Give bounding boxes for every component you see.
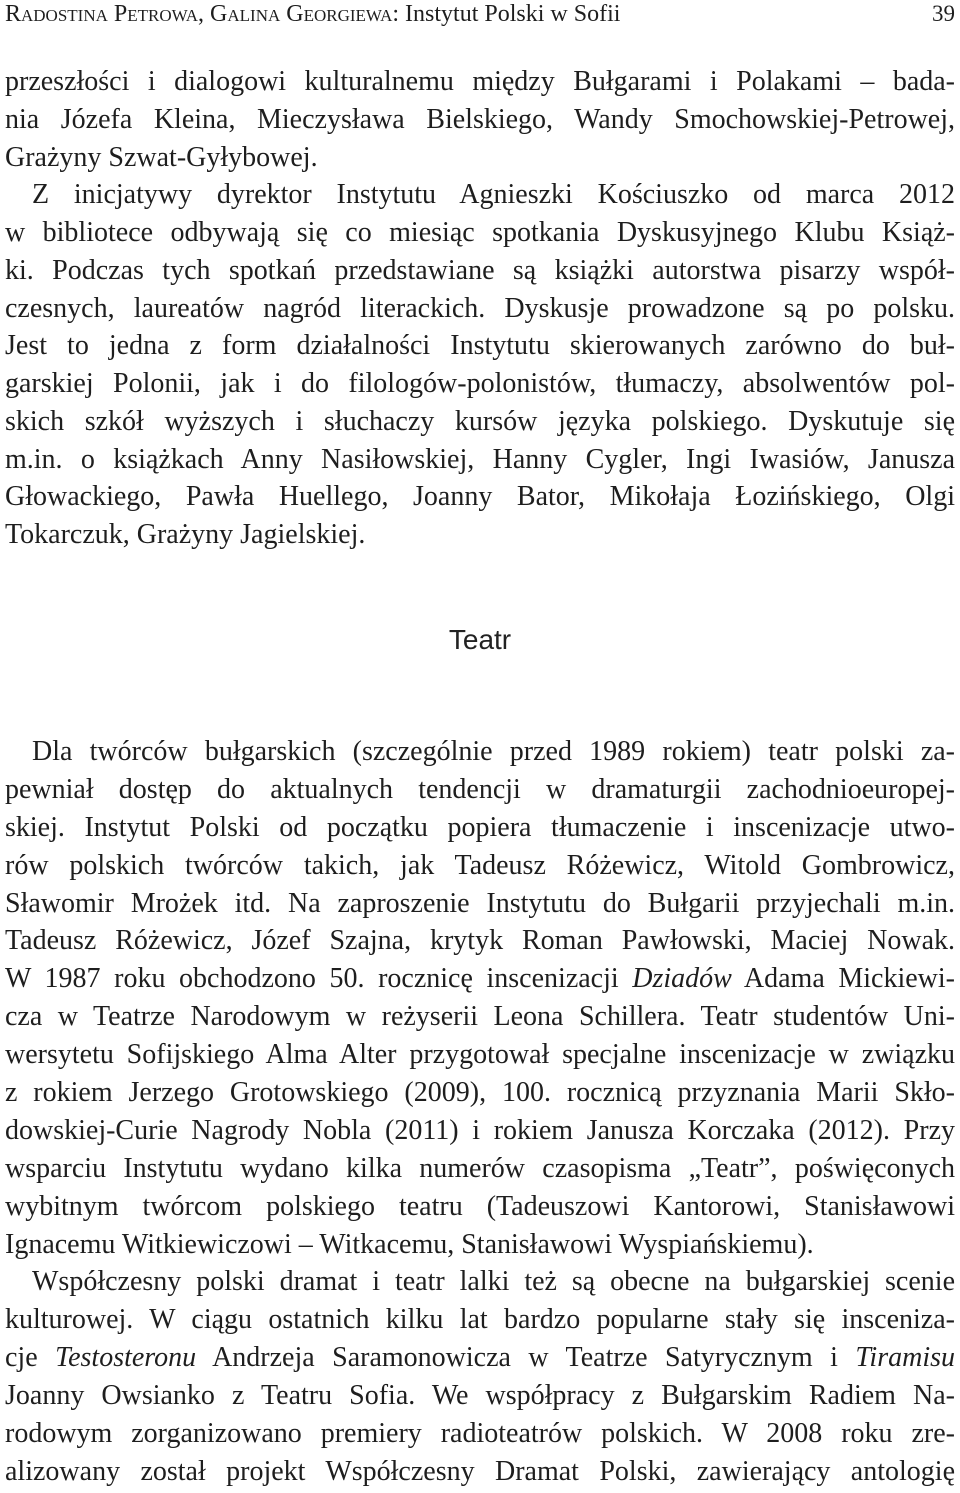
text-line: m.in. o książkach Anny Nasiłowskiej, Hanny Cygler, Ingi Iwasiów, Janusza (5, 443, 955, 475)
text-line: dowskiej-Curie Nagrody Nobla (2011) i rokiem Janusza Korczaka (2012). Przy (5, 1114, 955, 1146)
text-segment: Adama Mickiewi- (731, 963, 955, 995)
text-line: skiej. Instytut Polski od początku popiera tłumaczenie i inscenizacje utwo- (5, 811, 955, 843)
text-line (5, 1339, 955, 1377)
running-head-authors: Radostina Petrowa, Galina Georgiewa: (5, 1, 400, 27)
text-line: rów polskich twórców takich, jak Tadeusz Różewicz, Witold Gombrowicz, (5, 849, 955, 881)
text-line: Z inicjatywy dyrektor Instytutu Agnieszki Kościuszko od marca 2012 (32, 179, 955, 211)
text-line: Jest to jedna z form działalności Instytutu skierowanych zarówno do buł- (5, 330, 955, 362)
text-line: Tadeusz Różewicz, Józef Szajna, krytyk Roman Pawłowski, Maciej Nowak. (5, 925, 955, 957)
text-line: przeszłości i dialogowi kulturalnemu między Bułgarami i Polakami – bada- (5, 66, 955, 97)
text-line: Grażyny Szwat-Gyłybowej. (5, 141, 318, 173)
paragraph (5, 733, 955, 1263)
text-line: wybitnym twórcom polskiego teatru (Tadeuszowi Kantorowi, Stanisławowi (5, 1190, 955, 1222)
italic-title: Dziadów (632, 963, 732, 995)
text-line: Głowackiego, Pawła Huellego, Joanny Bator, Mikołaja Łozińskiego, Olgi (5, 481, 955, 513)
text-line: Sławomir Mrożek itd. Na zaproszenie Instytutu do Bułgarii przyjechali m.in. (5, 887, 955, 919)
text-line: Ignacemu Witkiewiczowi – Witkacemu, Stanisławowi Wyspiańskiemu). (5, 1228, 814, 1260)
text-line: Współczesny polski dramat i teatr lalki też są obecne na bułgarskiej scenie (32, 1266, 955, 1298)
text-segment: Andrzeja Saramonowicza w Teatrze Satyrycznym i (196, 1342, 856, 1374)
text-segment: W 1987 roku obchodzono 50. rocznicę inscenizacji (5, 963, 633, 995)
paragraph (5, 1263, 955, 1490)
italic-title: Testosteronu (55, 1342, 197, 1374)
running-head-title: Instytut Polski w Sofii (405, 1, 621, 27)
paragraph (5, 63, 955, 176)
text-segment: cje (5, 1342, 56, 1374)
italic-title: Tiramisu (855, 1342, 955, 1374)
running-head (5, 0, 955, 28)
text-line: nia Józefa Kleina, Mieczysława Bielskiego, Wandy Smochowskiej-Petrowej, (5, 103, 955, 135)
text-line: Tokarczuk, Grażyny Jagielskiej. (5, 519, 366, 550)
text-line: wsparciu Instytutu wydano kilka numerów czasopisma „Teatr”, poświęconych (5, 1152, 955, 1184)
text-line (5, 960, 955, 998)
text-line: Dla twórców bułgarskich (szczególnie przed 1989 rokiem) teatr polski za- (32, 736, 955, 767)
text-line: rodowym zorganizowano premiery radioteatrów polskich. W 2008 roku zre- (5, 1418, 955, 1450)
intro-text (5, 63, 955, 554)
text-line: garskiej Polonii, jak i do filologów-polonistów, tłumaczy, absolwentów pol- (5, 368, 955, 399)
text-line: czesnych, laureatów nagród literackich. Dyskusje prowadzone są po polsku. (5, 292, 955, 324)
section-text (5, 733, 955, 1491)
page-number: 39 (932, 1, 955, 26)
text-line: ki. Podczas tych spotkań przedstawiane są książki autorstwa pisarzy współ- (5, 254, 955, 286)
paragraph (5, 176, 955, 554)
text-line: w bibliotece odbywają się co miesiąc spotkania Dyskusyjnego Klubu Książ- (5, 217, 955, 248)
text-line: z rokiem Jerzego Grotowskiego (2009), 100. rocznicą przyznania Marii Skło- (5, 1077, 955, 1109)
section-heading: Teatr (448, 624, 512, 655)
text-line: pewniał dostęp do aktualnych tendencji w dramaturgii zachodnioeuropej- (5, 773, 955, 805)
text-line: skich szkół wyższych i słuchaczy kursów języka polskiego. Dyskutuje się (5, 405, 955, 437)
text-line: kulturowej. W ciągu ostatnich kilku lat bardzo popularne stały się insceniza- (5, 1304, 955, 1336)
text-line: alizowany został projekt Współczesny Dramat Polski, zawierający antologię (5, 1455, 955, 1487)
text-line: Joanny Owsianko z Teatru Sofia. We współpracy z Bułgarskim Radiem Na- (5, 1380, 955, 1412)
text-line: cza w Teatrze Narodowym w reżyserii Leona Schillera. Teatr studentów Uni- (5, 1001, 955, 1033)
text-line: wersytetu Sofijskiego Alma Alter przygotował specjalne inscenizacje w związku (5, 1039, 955, 1071)
